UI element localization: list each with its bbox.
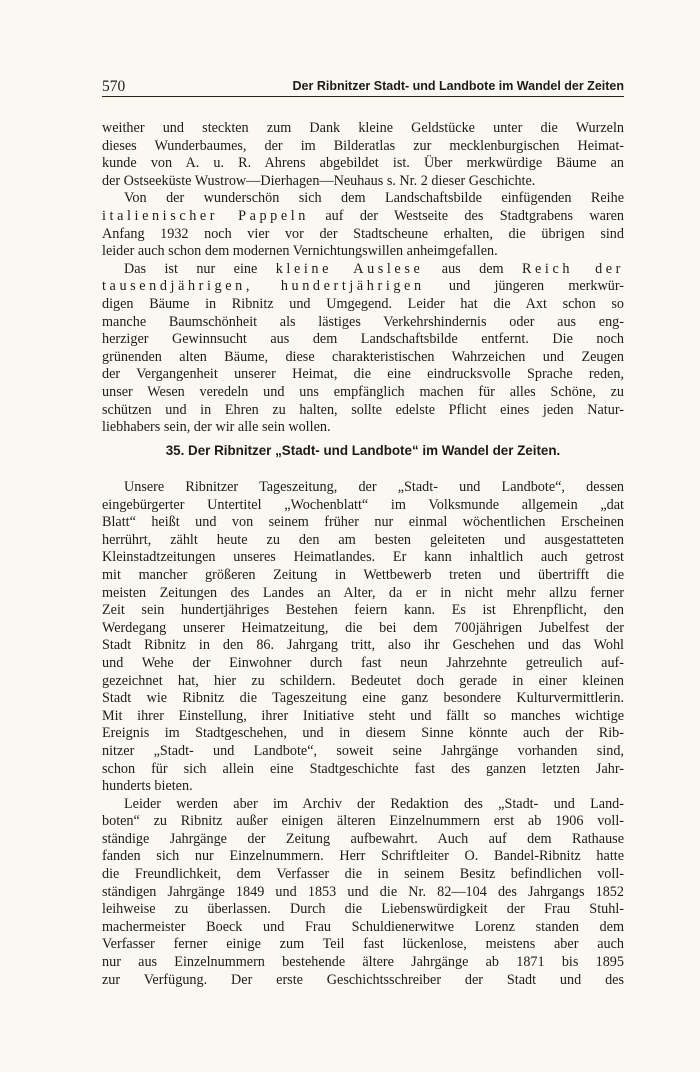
spaced-phrase: Reich der bbox=[521, 260, 624, 277]
text-line: schon für sich allein eine Stadtgeschichte fast des ganzen letzten Jahr- bbox=[102, 760, 624, 777]
text-line: Ereignis im Stadtgeschehen, und in diesem Sinne könnte auch der Rib- bbox=[102, 725, 624, 742]
text-line: herziger Gewinnsucht aus dem Landschaftsbilde entfernt. Die noch bbox=[102, 331, 624, 348]
text-line: Zeit sein hundertjähriges Bestehen feiern kann. Es ist Ehrenpflicht, den bbox=[102, 602, 624, 619]
text-line: Von der wunderschön sich dem Landschaftsbilde einfügenden Reihe bbox=[124, 190, 624, 207]
text-line: eingebürgerter Untertitel „Wochenblatt“ im Volksmunde allgemein „dat bbox=[102, 496, 624, 513]
text-line: boten“ zu Ribnitz außer einigen älteren Einzelnummern erst ab 1906 voll- bbox=[102, 813, 624, 830]
text-line: Anfang 1932 noch vier vor der Stadtscheune erhalten, die übrigen sind bbox=[102, 225, 624, 242]
text-line: manche Baumschönheit als lästiges Verkehrshindernis oder aus eng- bbox=[102, 313, 624, 330]
section-heading: 35. Der Ribnitzer „Stadt- und Landbote“ im Wandel der Zeiten. bbox=[165, 443, 561, 458]
text-line: mit mancher größeren Zeitung in Wettbewerb treten und übertrifft die bbox=[102, 566, 624, 583]
text-line: unser Wesen veredeln und uns empfänglich machen für alles Schöne, zu bbox=[102, 383, 624, 400]
text-line: nitzer „Stadt- und Landbote“, soweit seine Jahrgänge vorhanden sind, bbox=[102, 742, 624, 759]
text-line bbox=[102, 278, 624, 296]
text-line bbox=[102, 208, 624, 226]
text-line: ständigen Jahrgänge 1849 und 1853 und die Nr. 82—104 des Jahrgangs 1852 bbox=[102, 883, 624, 900]
text-line: weither und steckten zum Dank kleine Geldstücke unter die Wurzeln bbox=[102, 120, 624, 136]
text-line bbox=[102, 261, 624, 279]
text-line: gezeichnet hat, hier zu schildern. Bedeutet doch gerade in einer kleinen bbox=[102, 672, 624, 689]
text-line: leihweise zu überlassen. Durch die Liebenswürdigkeit der Frau Stuhl- bbox=[102, 901, 624, 918]
text-line: dieses Wunderbaumes, der im Bilderatlas zur mecklenburgischen Heimat- bbox=[102, 137, 624, 154]
text-line: Mit ihrer Einstellung, ihrer Initiative steht und fällt so manches wichtige bbox=[102, 707, 624, 724]
line-fragment: auf der Westseite des Stadtgrabens waren bbox=[309, 207, 624, 224]
running-title: Der Ribnitzer Stadt- und Landbote im Wandel der Zeiten bbox=[292, 79, 624, 93]
line-fragment: Das ist nur eine bbox=[124, 260, 276, 277]
text-line: machermeister Boeck und Frau Schuldienerwitwe Lorenz standen dem bbox=[102, 918, 624, 935]
text-line: Unsere Ribnitzer Tageszeitung, der „Stadt- und Landbote“, dessen bbox=[124, 479, 624, 495]
text-line: der Ostseeküste Wustrow—Dierhagen—Neuhaus s. Nr. 2 dieser Geschichte. bbox=[102, 172, 536, 189]
text-line: Blatt“ heißt und von seinem früher nur einmal wöchentlichen Erscheinen bbox=[102, 514, 624, 531]
text-line: meisten Zeitungen des Landes an Alter, da er in nicht mehr allzu ferner bbox=[102, 584, 624, 601]
line-fragment: aus dem bbox=[423, 260, 522, 277]
text-line: ständige Jahrgänge der Zeitung aufbewahrt. Auch auf dem Rathause bbox=[102, 830, 624, 847]
text-line: leider auch schon dem modernen Vernichtungswillen anheimgefallen. bbox=[102, 243, 498, 260]
spaced-phrase: kleine Auslese bbox=[275, 260, 424, 277]
text-line: hunderts bieten. bbox=[102, 778, 193, 795]
section-1-text bbox=[102, 120, 624, 437]
text-line: fanden sich nur Einzelnummern. Herr Schriftleiter O. Bandel-Ribnitz hatte bbox=[102, 848, 624, 865]
spaced-phrase: tausendjährigen, hundertjährigen bbox=[102, 278, 425, 295]
text-line: liebhabers sein, der wir alle sein wollen. bbox=[102, 419, 331, 436]
text-line: grünenden alten Bäume, diese charakteristischen Wahrzeichen und Zeugen bbox=[102, 348, 624, 365]
text-line: die Freundlichkeit, dem Verfasser die in seinem Besitz befindlichen voll- bbox=[102, 866, 624, 883]
text-line: und Wehe der Einwohner durch fast neun Jahrzehnte getreulich auf- bbox=[102, 654, 624, 671]
spaced-phrase: italienischer Pappeln bbox=[102, 207, 309, 224]
section-2-text bbox=[102, 479, 624, 989]
text-line: Werdegang unserer Heimatzeitung, die bei dem 700jährigen Jubelfest der bbox=[102, 619, 624, 636]
text-line: Kleinstadtzeitungen unseres Heimatlandes. Er kann inhaltlich auch getrost bbox=[102, 549, 624, 566]
text-line: Stadt wie Ribnitz die Tageszeitung eine ganz besondere Kulturvermittlerin. bbox=[102, 690, 624, 707]
page-header bbox=[102, 74, 624, 97]
text-line: kunde von A. u. R. Ahrens abgebildet ist. Über merkwürdige Bäume an bbox=[102, 155, 624, 172]
text-line: zur Verfügung. Der erste Geschichtsschreiber der Stadt und des bbox=[102, 971, 624, 988]
text-line: der Vergangenheit unserer Heimat, die eine eindrucksvolle Sprache reden, bbox=[102, 366, 624, 383]
text-line: Stadt Ribnitz in den 86. Jahrgang tritt, also ihr Geschehen und das Wohl bbox=[102, 637, 624, 654]
line-fragment: und jüngeren merkwür- bbox=[424, 278, 624, 295]
text-line: Leider werden aber im Archiv der Redaktion des „Stadt- und Land- bbox=[124, 795, 624, 812]
text-line: herrührt, zählt heute zu den am besten geleiteten und ausgestatteten bbox=[102, 531, 624, 548]
text-line: digen Bäume in Ribnitz und Umgegend. Leider hat die Axt schon so bbox=[102, 295, 624, 312]
text-line: Verfasser ferner einige zum Teil fast lückenlose, meistens aber auch bbox=[102, 936, 624, 953]
text-line: schützen und in Ehren zu halten, sollte edelste Pflicht eines jeden Natur- bbox=[102, 401, 624, 418]
page-number: 570 bbox=[102, 78, 126, 95]
text-line: nur aus Einzelnummern bestehende ältere Jahrgänge ab 1871 bis 1895 bbox=[102, 954, 624, 971]
